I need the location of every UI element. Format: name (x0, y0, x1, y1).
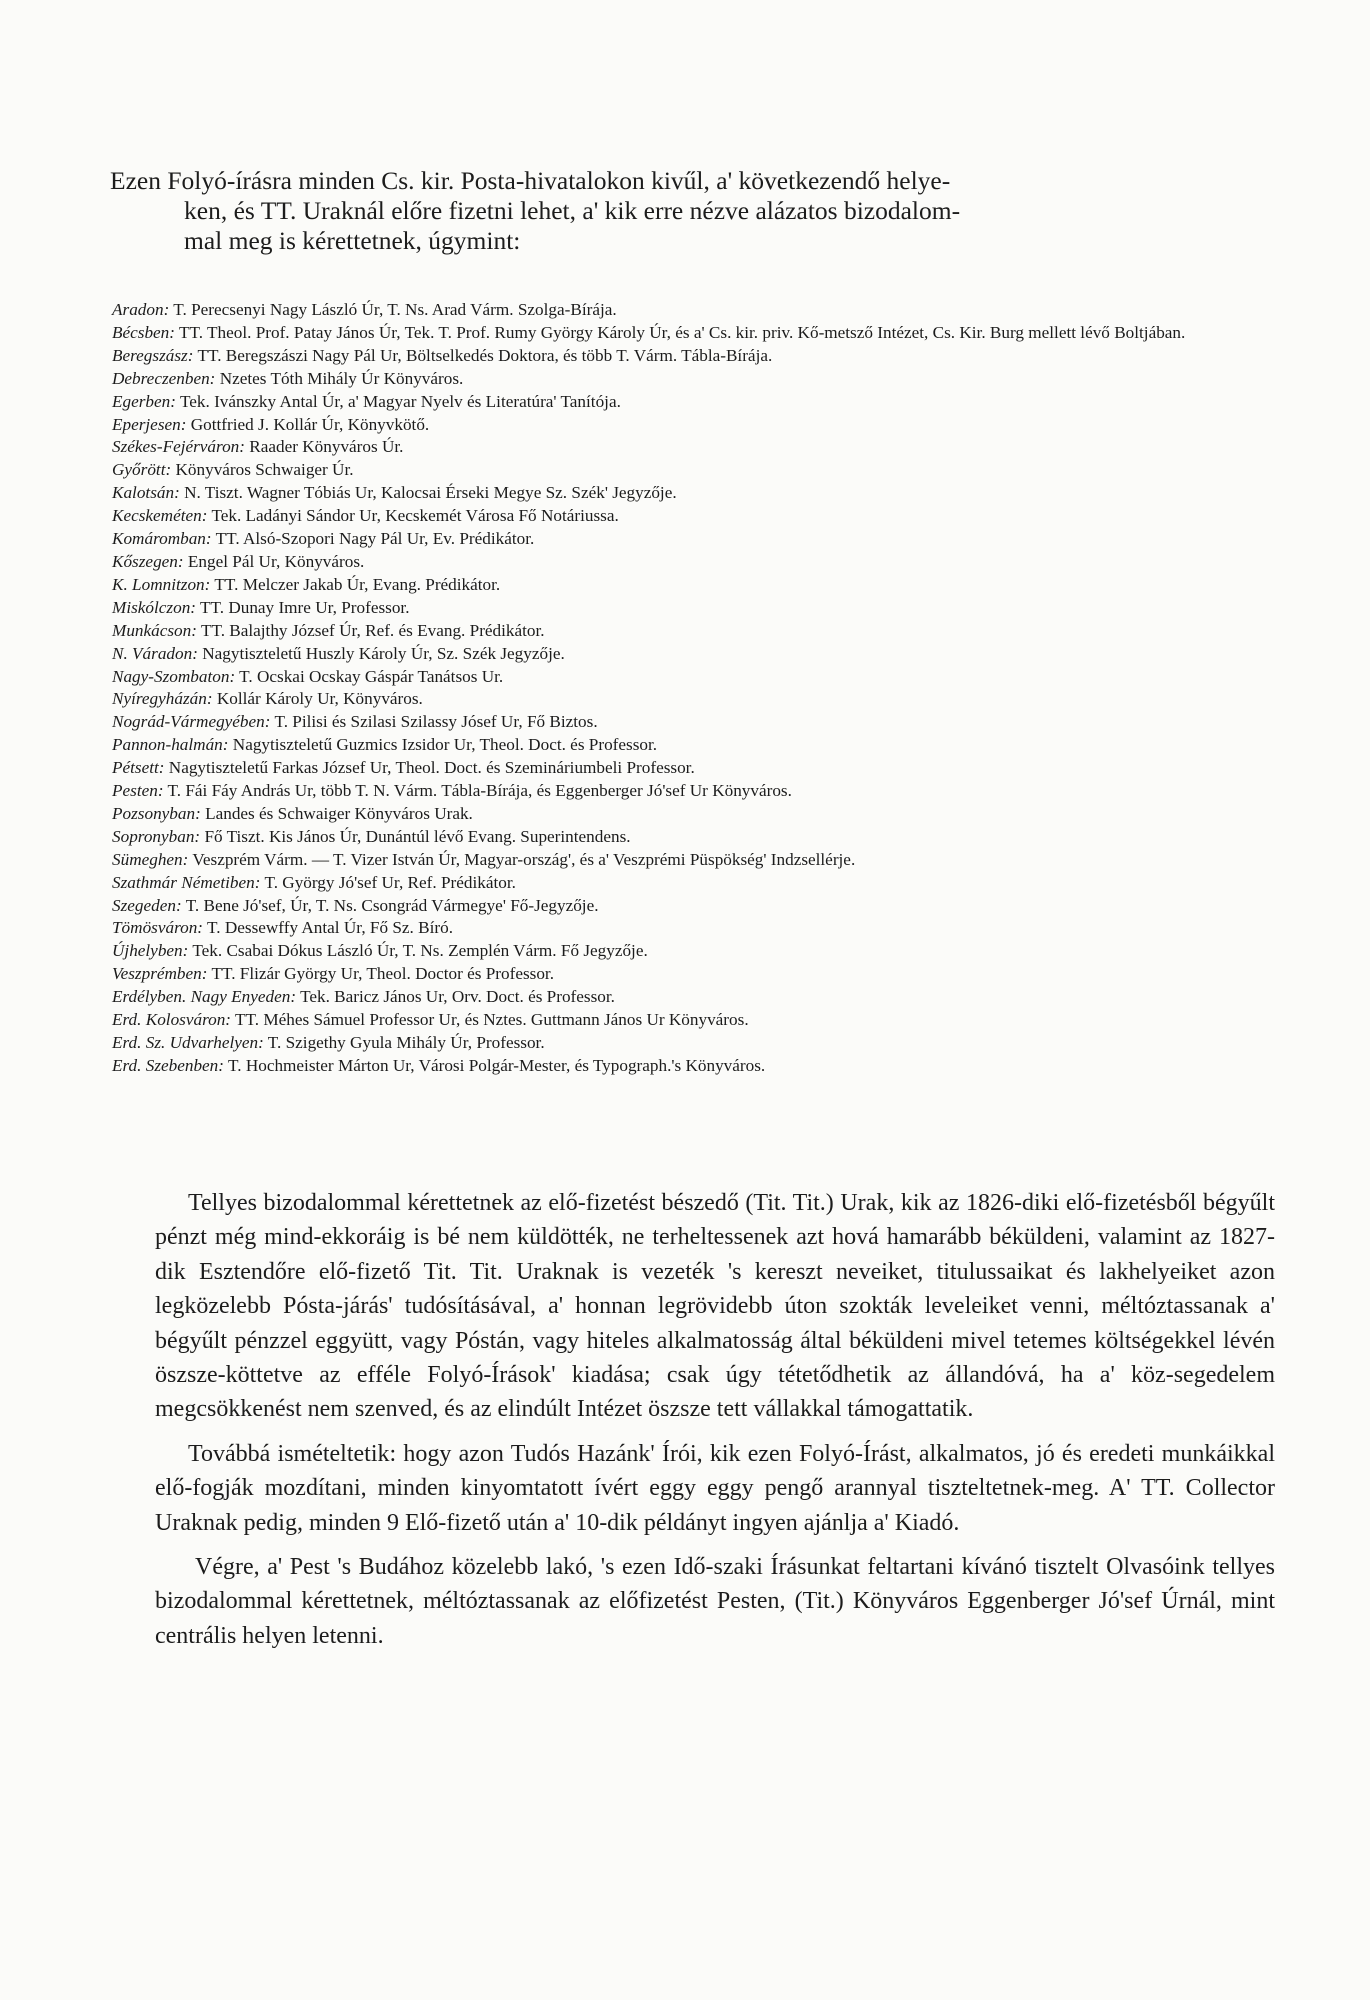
entry-text: T. György Jó'sef Ur, Ref. Prédikátor. (264, 872, 516, 892)
entry-place: Pozsonyban: (112, 803, 201, 823)
intro-paragraph (110, 166, 1270, 256)
entry-place: Beregszász: (112, 345, 194, 365)
entry-text: T. Dessewffy Antal Úr, Fő Sz. Bíró. (207, 918, 453, 938)
intro-line-2: ken, és TT. Uraknál előre fizetni lehet, a' kik erre nézve alázatos bizodalom- (184, 196, 961, 225)
list-item (112, 803, 1292, 826)
entry-place: Szathmár Németiben: (112, 872, 261, 892)
entry-text: TT. Flizár György Ur, Theol. Doctor és Professor. (211, 964, 554, 984)
list-item (112, 528, 1292, 551)
list-item (112, 459, 1292, 482)
entry-place: Győrött: (112, 460, 172, 480)
entry-place: Erdélyben. Nagy Enyeden: (112, 987, 297, 1007)
list-item (112, 597, 1292, 620)
entry-text: T. Bene Jó'sef, Úr, T. Ns. Csongrád Vármegye' Fő-Jegyzője. (185, 895, 599, 915)
list-item (112, 436, 1292, 459)
list-item (112, 1032, 1292, 1055)
list-item (112, 482, 1292, 505)
entry-place: Nyíregyházán: (112, 689, 213, 709)
list-item (112, 780, 1292, 803)
intro-line-3: mal meg is kérettetnek, úgymint: (184, 226, 521, 255)
entry-place: Kecskeméten: (112, 506, 208, 526)
entry-place: Veszprémben: (112, 964, 208, 984)
entry-text: Veszprém Várm. — T. Vizer István Úr, Magyar-ország', és a' Veszprémi Püspökség' Indzsellérje. (192, 849, 856, 869)
entry-place: Komáromban: (112, 529, 212, 549)
list-item (112, 299, 1292, 322)
list-item (112, 917, 1292, 940)
entry-text: Kollár Károly Ur, Könyváros. (216, 689, 423, 709)
list-item (112, 322, 1292, 345)
entry-text: Tek. Ladányi Sándor Ur, Kecskemét Városa Fő Notáriussa. (211, 506, 619, 526)
entry-text: TT. Melczer Jakab Úr, Evang. Prédikátor. (214, 574, 501, 594)
list-item (112, 895, 1292, 918)
list-item (112, 643, 1292, 666)
entry-text: Nagytiszteletű Farkas József Ur, Theol. Doct. és Szemináriumbeli Professor. (168, 758, 695, 778)
list-item (112, 551, 1292, 574)
entry-text: T. Hochmeister Márton Ur, Városi Polgár-Mester, és Typograph.'s Könyváros. (228, 1055, 766, 1075)
entry-text: Landes és Schwaiger Könyváros Urak. (205, 803, 473, 823)
entry-text: T. Ocskai Ocskay Gáspár Tanátsos Ur. (239, 666, 504, 686)
paragraph-pest-subscription: Végre, a' Pest 's Budához közelebb lakó, 's ezen Idő-szaki Írásunkat feltartani kívánó tisztelt Olvasóink tellyes bizodalommal kérettetnek, méltóztassanak az előfizetést Pesten, (Tit.) Könyváros Eggenberger Jó'sef Úrnál, mint centrális helyen letenni. (155, 1554, 1275, 1649)
entry-place: Erd. Szebenben: (112, 1055, 225, 1075)
subscription-locations-list (112, 299, 1292, 1078)
entry-place: Pesten: (112, 781, 164, 801)
entry-place: Erd. Sz. Udvarhelyen: (112, 1033, 264, 1052)
entry-place: Újhelyben: (112, 941, 189, 961)
list-item (112, 574, 1292, 597)
entry-text: Raader Könyváros Úr. (249, 437, 404, 457)
entry-text: Engel Pál Ur, Könyváros. (187, 551, 365, 571)
list-item (112, 711, 1292, 734)
entry-place: Munkácson: (112, 620, 197, 640)
list-item (112, 391, 1292, 414)
list-item (112, 826, 1292, 849)
entry-text: Könyváros Schwaiger Úr. (175, 460, 354, 480)
entry-text: Tek. Ivánszky Antal Úr, a' Magyar Nyelv és Literatúra' Tanítója. (179, 391, 621, 411)
entry-text: Tek. Baricz János Ur, Orv. Doct. és Professor. (300, 987, 615, 1007)
list-item (112, 872, 1292, 895)
entry-place: Sümeghen: (112, 849, 189, 869)
entry-place: Kőszegen: (112, 551, 184, 571)
entry-place: Aradon: (112, 300, 170, 319)
list-item (112, 963, 1292, 986)
list-item (112, 666, 1292, 689)
entry-place: N. Váradon: (112, 643, 198, 663)
notice-body (155, 1186, 1275, 1663)
entry-place: Sopronyban: (112, 826, 201, 846)
entry-text: Nagytiszteletű Guzmics Izsidor Ur, Theol. Doct. és Professor. (232, 735, 658, 755)
list-item (112, 368, 1292, 391)
list-item (112, 986, 1292, 1009)
entry-text: Gottfried J. Kollár Úr, Könyvkötő. (190, 414, 430, 434)
list-item (112, 757, 1292, 780)
entry-place: Pétsett: (112, 758, 165, 778)
entry-place: Székes-Fejérváron: (112, 437, 245, 457)
entry-text: TT. Beregszászi Nagy Pál Ur, Böltselkedés Doktora, és több T. Várm. Tábla-Bírája. (197, 345, 773, 365)
paragraph-payment-request: Tellyes bizodalommal kérettetnek az elő-fizetést bészedő (Tit. Tit.) Urak, kik az 1826-diki elő-fizetésből bégyűlt pénzt még mind-ekkoráig is bé nem küldötték, ne terheltessenek azt hová hamarább béküldeni, valamint az 1827-dik Esztendőre elő-fizető Tit. Tit. Uraknak is vezeték 's kereszt neveiket, titulussaikat és lakhelyeiket azon legközelebb Pósta-járás' tudósításával, a' honnan legrövidebb úton szokták leveleiket venni, méltóztassanak a' bégyűlt pénzzel eggyütt, vagy Póstán, vagy hiteles alkalmatosság által béküldeni mivel tetemes költségekkel lévén öszsze-köttetve az efféle Folyó-Írások' kiadása; csak úgy tétetődhetik az állandóvá, ha a' köz-segedelem megcsökkenést nem szenved, és az elindúlt Intézet öszsze tett vállakkal támogattatik. (155, 1190, 1275, 1423)
entry-text: Nagytiszteletű Huszly Károly Úr, Sz. Szék Jegyzője. (202, 643, 565, 663)
list-item (112, 1009, 1292, 1032)
entry-text: Tek. Csabai Dókus László Úr, T. Ns. Zemplén Várm. Fő Jegyzője. (192, 941, 648, 961)
entry-place: Egerben: (112, 391, 176, 411)
entry-text: T. Szigethy Gyula Mihály Úr, Professor. (267, 1033, 545, 1052)
intro-line-1: Ezen Folyó-írásra minden Cs. kir. Posta-hivatalokon kivűl, a' következendő helye- (110, 166, 951, 195)
list-item (112, 620, 1292, 643)
entry-place: Eperjesen: (112, 414, 187, 434)
entry-text: TT. Méhes Sámuel Professor Ur, és Nztes. Guttmann János Ur Könyváros. (235, 1010, 749, 1030)
list-item (112, 414, 1292, 437)
entry-text: T. Pilisi és Szilasi Szilassy Jósef Ur, Fő Biztos. (274, 712, 598, 732)
entry-place: Miskólczon: (112, 597, 197, 617)
entry-text: N. Tiszt. Wagner Tóbiás Ur, Kalocsai Érseki Megye Sz. Szék' Jegyzője. (184, 483, 677, 503)
entry-text: T. Fái Fáy András Ur, több T. N. Várm. Tábla-Bírája, és Eggenberger Jó'sef Ur Könyváros. (167, 781, 792, 801)
list-item (112, 688, 1292, 711)
entry-text: Nzetes Tóth Mihály Úr Könyváros. (219, 368, 464, 388)
entry-place: Kalotsán: (112, 483, 180, 503)
list-item (112, 345, 1292, 368)
entry-text: TT. Balajthy József Úr, Ref. és Evang. Prédikátor. (200, 620, 545, 640)
list-item (112, 849, 1292, 872)
list-item (112, 940, 1292, 963)
entry-place: Nagy-Szombaton: (112, 666, 236, 686)
entry-place: Debreczenben: (112, 368, 216, 388)
entry-text: T. Perecsenyi Nagy László Úr, T. Ns. Arad Várm. Szolga-Bírája. (173, 300, 617, 319)
list-item (112, 505, 1292, 528)
entry-place: K. Lomnitzon: (112, 574, 211, 594)
entry-text: TT. Theol. Prof. Patay János Úr, Tek. T. Prof. Rumy György Károly Úr, és a' Cs. kir. priv. Kő-metsző Intézet, Cs. Kir. Burg mellett lévő Boltjában. (179, 322, 1186, 342)
paragraph-authors-reward: Továbbá ismételtetik: hogy azon Tudós Hazánk' Írói, kik ezen Folyó-Írást, alkalmatos, jó és eredeti munkáikkal elő-fogják mozdítani, minden kinyomtatott ívért eggy eggy pengő arannyal tiszteltetnek-meg. A' TT. Collector Uraknak pedig, minden 9 Elő-fizető után a' 10-dik példányt ingyen ajánlja a' Kiadó. (155, 1440, 1275, 1536)
entry-text: Fő Tiszt. Kis János Úr, Dunántúl lévő Evang. Superintendens. (204, 826, 631, 846)
entry-place: Szegeden: (112, 895, 182, 915)
entry-place: Nográd-Vármegyében: (112, 712, 271, 732)
entry-text: TT. Alsó-Szopori Nagy Pál Ur, Ev. Prédikátor. (215, 529, 535, 549)
entry-text: TT. Dunay Imre Ur, Professor. (200, 597, 410, 617)
list-item (112, 734, 1292, 757)
list-item (112, 1055, 1292, 1078)
entry-place: Bécsben: (112, 322, 175, 342)
entry-place: Erd. Kolosváron: (112, 1010, 232, 1030)
entry-place: Tömösváron: (112, 918, 204, 938)
entry-place: Pannon-halmán: (112, 735, 229, 755)
